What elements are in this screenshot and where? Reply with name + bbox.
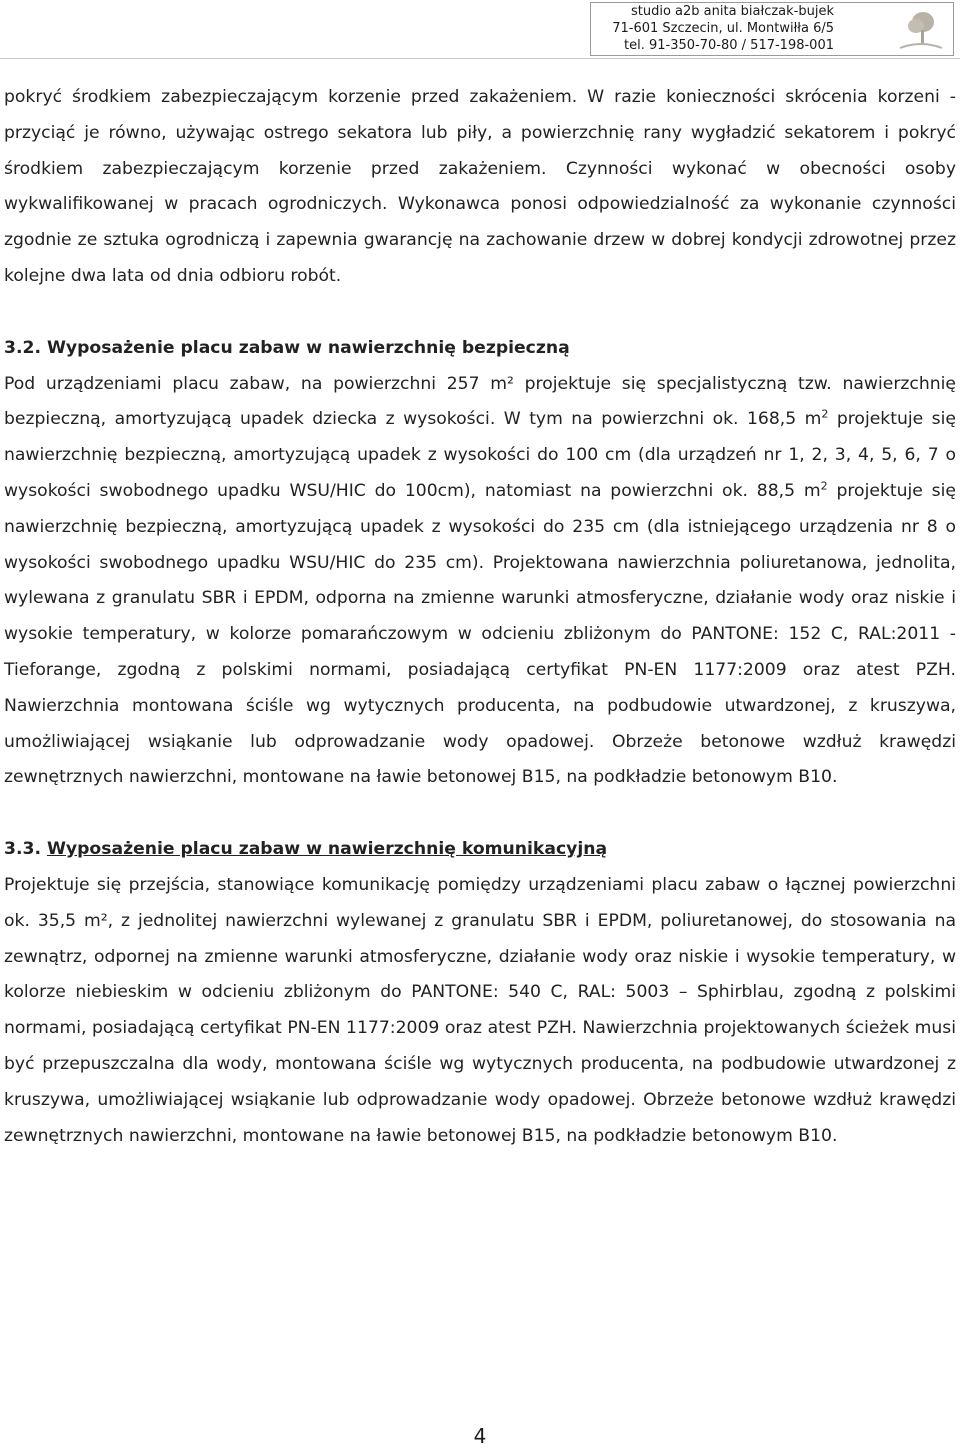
section-title: Wyposażenie placu zabaw w nawierzchnię bezpieczną: [46, 337, 570, 358]
tree-logo-icon: [896, 4, 946, 54]
superscript-2: 2: [820, 479, 828, 493]
company-phone: tel. 91-350-70-80 / 517-198-001: [624, 38, 834, 53]
section-title: Wyposażenie placu zabaw w nawierzchnię komunikacyjną: [46, 839, 608, 860]
page-number: 4: [473, 1424, 487, 1448]
section-3-2-paragraph: [4, 367, 956, 797]
company-info: [594, 3, 834, 54]
superscript-1: 2: [821, 407, 829, 421]
section-3-2-text-3: projektuje się nawierzchnię bezpieczną, amortyzującą upadek z wysokości do 235 cm (dla istniejącego urządzenia nr 8 o wysokości swobodnego upadku WSU/HIC do 235 cm). Projektowana nawierzchnia poliuretanowa, jednolita, wylewana z granulatu SBR i EPDM, odporna na zmienne warunki atmosferyczne, działanie wody oraz niskie i wysokie temperatury, w kolorze pomarańczowym w odcieniu zbliżonym do PANTONE: 152 C, RAL:2011 - Tieforange, zgodną z polskimi normami, posiadającą certyfikat PN-EN 1177:2009 oraz atest PZH. Nawierzchnia montowana ściśle wg wytycznych producenta, na podbudowie utwardzonej, z kruszywa, umożliwiającej wsiąkanie lub odprowadzanie wody opadowej. Obrzeże betonowe wzdłuż krawędzi zewnętrznych nawierzchni, montowane na ławie betonowej B15, na podkładzie betonowym B10.: [4, 480, 956, 788]
section-spacer: [4, 295, 956, 331]
company-name: studio a2b anita białczak-bujek: [630, 4, 834, 19]
section-3-2-text-2: projektuje się nawierzchnię bezpieczną, amortyzującą upadek z wysokości do 100 cm (dla urządzeń nr 1, 2, 3, 4, 5, 6, 7 o wysokości swobodnego upadku WSU/HIC do 100cm), natomiast na powierzchni ok. 88,5 m: [4, 409, 956, 501]
header-divider: [0, 58, 960, 59]
section-heading-3-3: [4, 832, 956, 868]
intro-paragraph: pokryć środkiem zabezpieczającym korzenie przed zakażeniem. W razie konieczności skrócenia korzeni - przyciąć je równo, używając ostrego sekatora lub piły, a powierzchnię rany wygładzić sekatorem i pokryć środkiem zabezpieczającym korzenie przed zakażeniem. Czynności wykonać w obecności osoby wykwalifikowanej w pracach ogrodniczych. Wykonawca ponosi odpowiedzialność za wykonanie czynności zgodnie ze sztuka ogrodniczą i zapewnia gwarancję na zachowanie drzew w dobrej kondycji zdrowotnej przez kolejne dwa lata od dnia odbioru robót.: [4, 87, 956, 286]
section-number: 3.3.: [4, 839, 41, 860]
page-header: [0, 0, 960, 60]
section-spacer: [4, 796, 956, 832]
company-address: 71-601 Szczecin, ul. Montwiłła 6/5: [612, 21, 834, 36]
section-3-3-paragraph: Projektuje się przejścia, stanowiące komunikację pomiędzy urządzeniami placu zabaw o łącznej powierzchni ok. 35,5 m², z jednolitej nawierzchni wylewanej z granulatu SBR i EPDM, poliuretanowej, do stosowania na zewnątrz, odpornej na zmienne warunki atmosferyczne, działanie wody oraz niskie i wysokie temperatury, w kolorze niebieskim w odcieniu zbliżonym do PANTONE: 540 C, RAL: 5003 – Sphirblau, zgodną z polskimi normami, posiadającą certyfikat PN-EN 1177:2009 oraz atest PZH. Nawierzchnia projektowanych ścieżek musi być przepuszczalna dla wody, montowana ściśle wg wytycznych producenta, na podbudowie utwardzonej z kruszywa, umożliwiającej wsiąkanie lub odprowadzanie wody opadowej. Obrzeże betonowe wzdłuż krawędzi zewnętrznych nawierzchni, montowane na ławie betonowej B15, na podkładzie betonowym B10.: [4, 874, 956, 1146]
section-number: 3.2.: [4, 337, 41, 358]
document-body: [4, 80, 956, 1154]
section-3-2-text-1: Pod urządzeniami placu zabaw, na powierzchni 257 m² projektuje się specjalistyczną tzw. nawierzchnię bezpieczną, amortyzującą upadek dziecka z wysokości. W tym na powierzchni ok. 168,5 m: [4, 373, 956, 430]
section-heading-3-2: [4, 331, 956, 367]
